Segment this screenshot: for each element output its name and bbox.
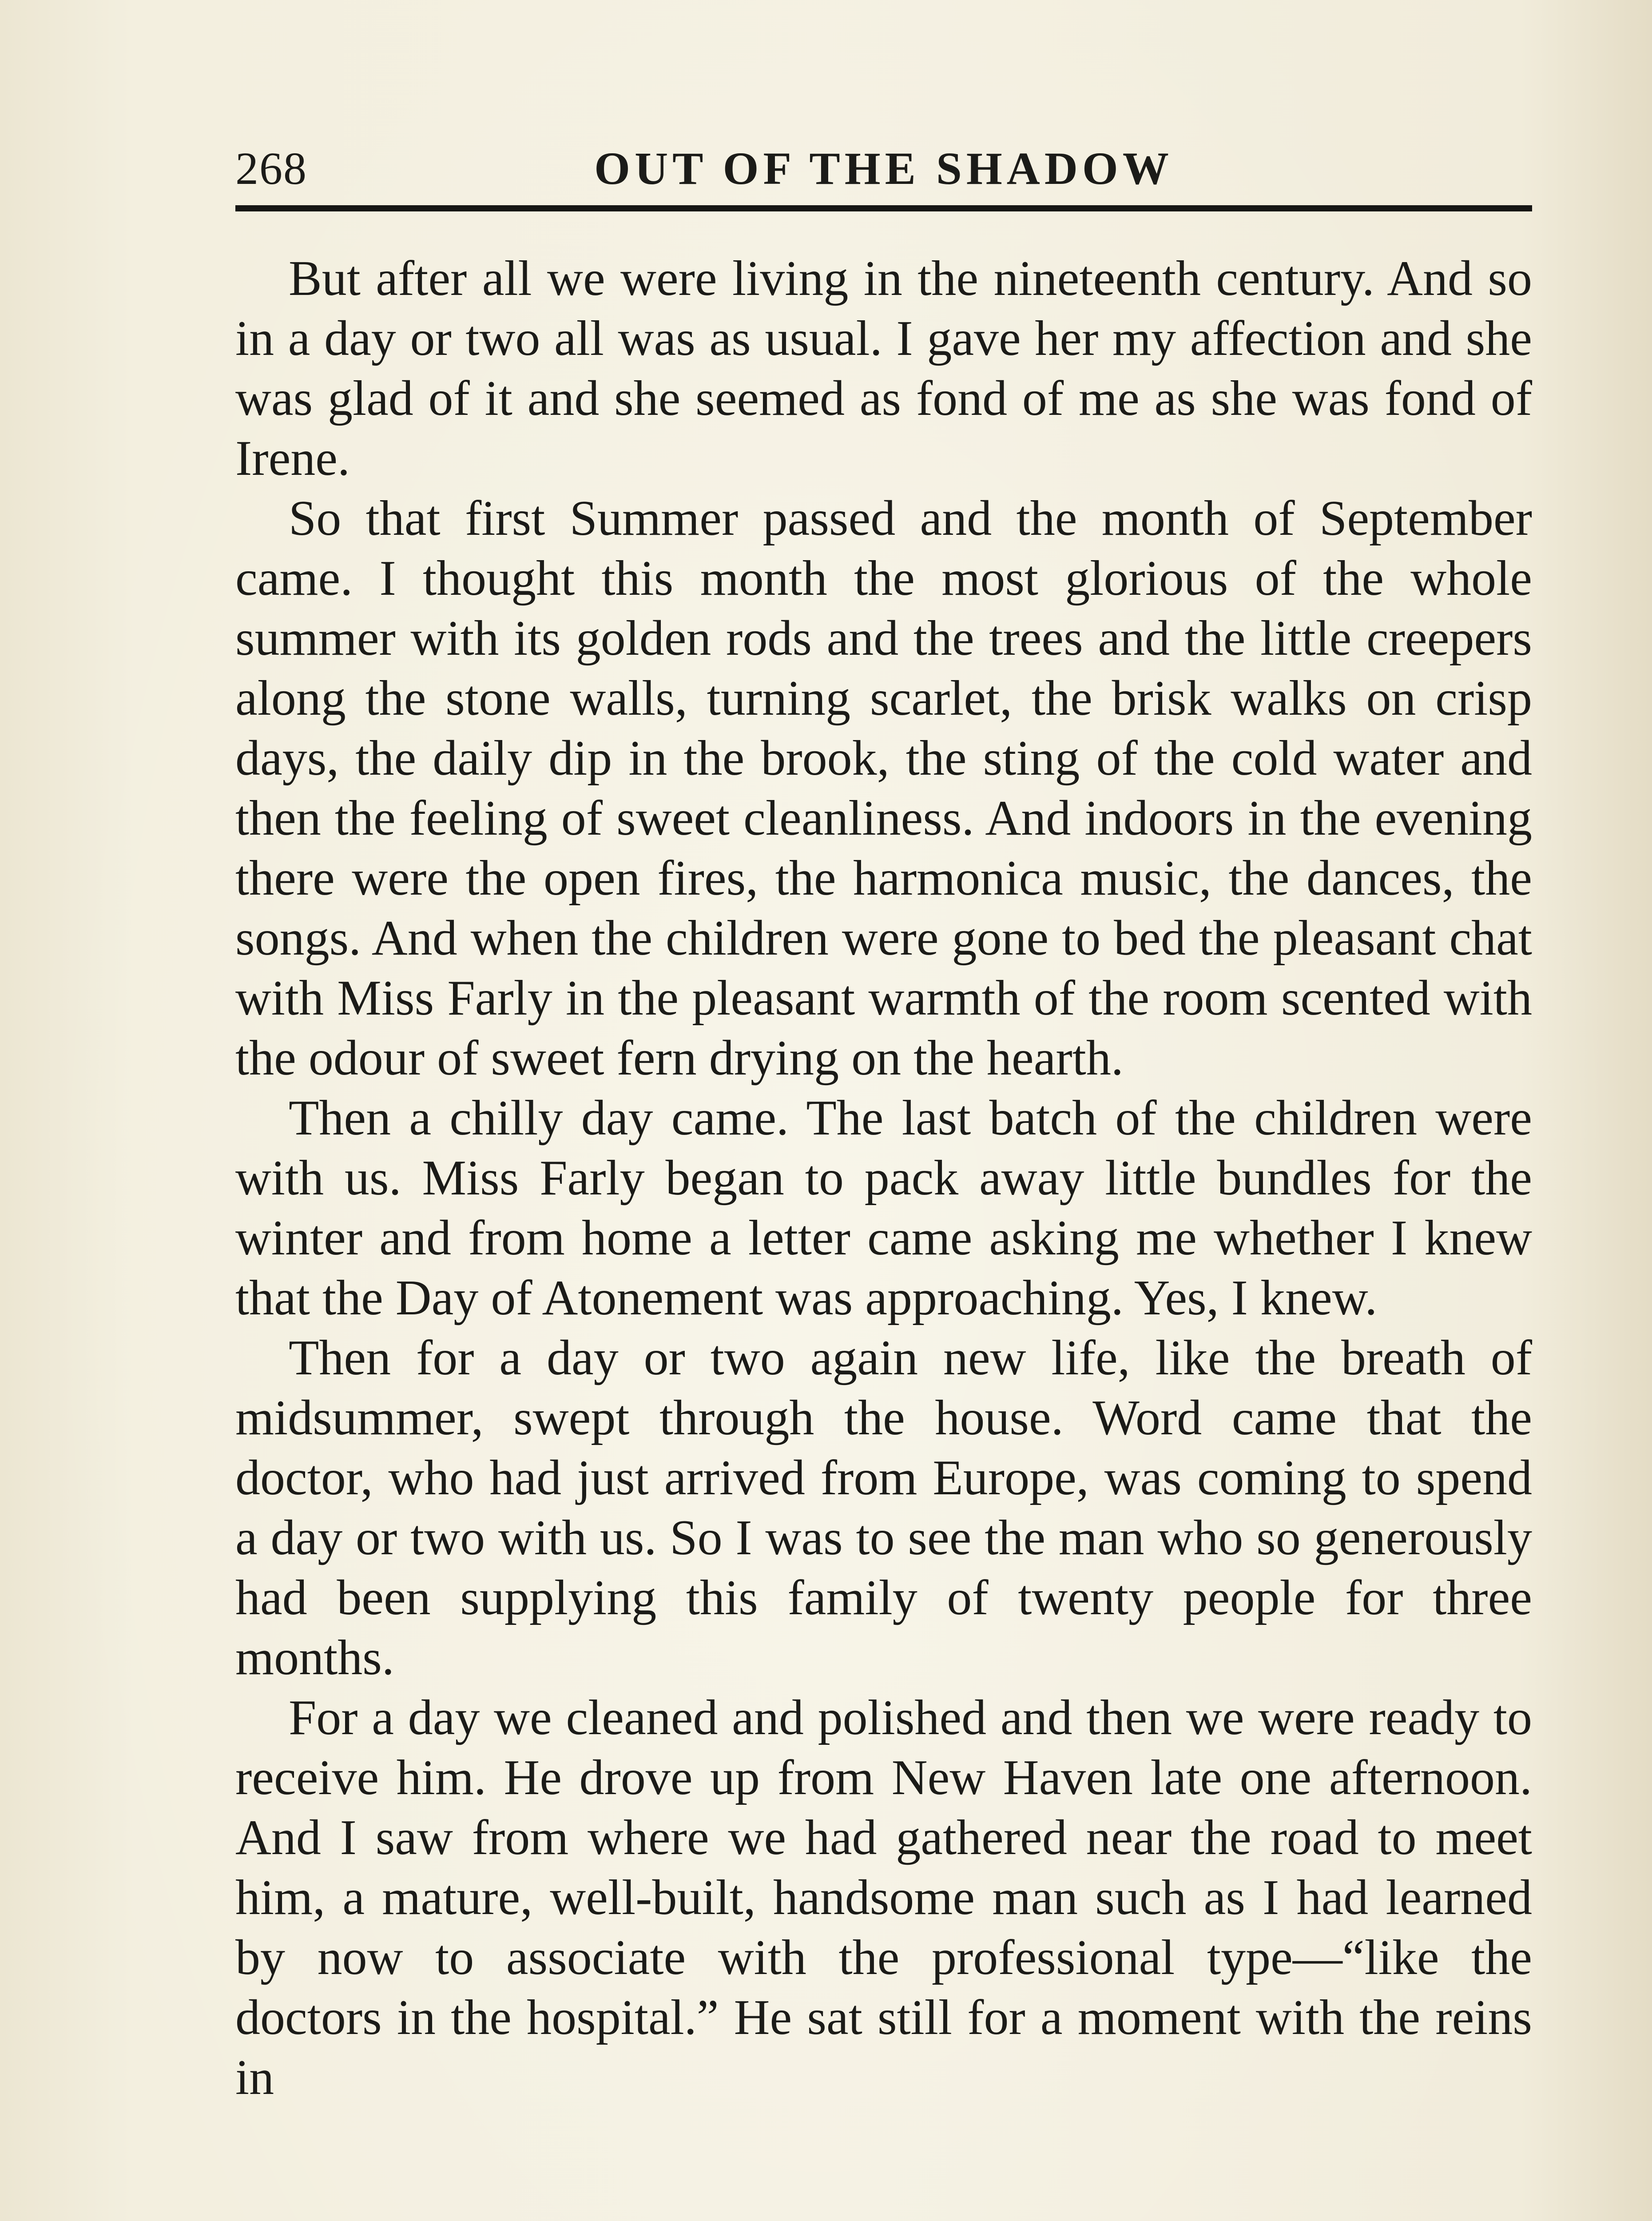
paragraph: But after all we were living in the nineteenth century. And so in a day or two all was as usual. I gave her my affection and she was glad of it and she seemed as fond of me as she was fond of Irene.	[235, 251, 1532, 486]
paragraph: Then a chilly day came. The last batch of the children were with us. Miss Farly began to pack away little bundles for the winter and from home a letter came asking me whether I knew that the Day of Atonement was approaching. Yes, I knew.	[235, 1091, 1532, 1325]
page-header	[235, 138, 1532, 204]
paragraph: For a day we cleaned and polished and then we were ready to receive him. He drove up from New Haven late one afternoon. And I saw from where we had gathered near the road to meet him, a mature, well-built, handsome man such as I had learned by now to associate with the professional type—“like the doctors in the hospital.” He sat still for a moment with the reins in	[235, 1690, 1532, 2105]
paragraph: So that first Summer passed and the month of September came. I thought this month the most glorious of the whole summer with its golden rods and the trees and the little creepers along the stone walls, turning scarlet, the brisk walks on crisp days, the daily dip in the brook, the sting of the cold water and then the feeling of sweet cleanliness. And indoors in the evening there were the open fires, the harmonica music, the dances, the songs. And when the children were gone to bed the pleasant chat with Miss Farly in the pleasant warmth of the room scented with the odour of sweet fern drying on the hearth.	[235, 491, 1532, 1086]
header-rule	[235, 205, 1532, 211]
body-text	[235, 249, 1532, 2108]
running-head: OUT OF THE SHADOW	[594, 143, 1173, 194]
paragraph: Then for a day or two again new life, like the breath of midsummer, swept through the house. Word came that the doctor, who had just arrived from Europe, was coming to spend a day or two with us. So I was to see the man who so generously had been supplying this family of twenty people for three months.	[235, 1330, 1532, 1685]
page-number: 268	[235, 143, 307, 194]
